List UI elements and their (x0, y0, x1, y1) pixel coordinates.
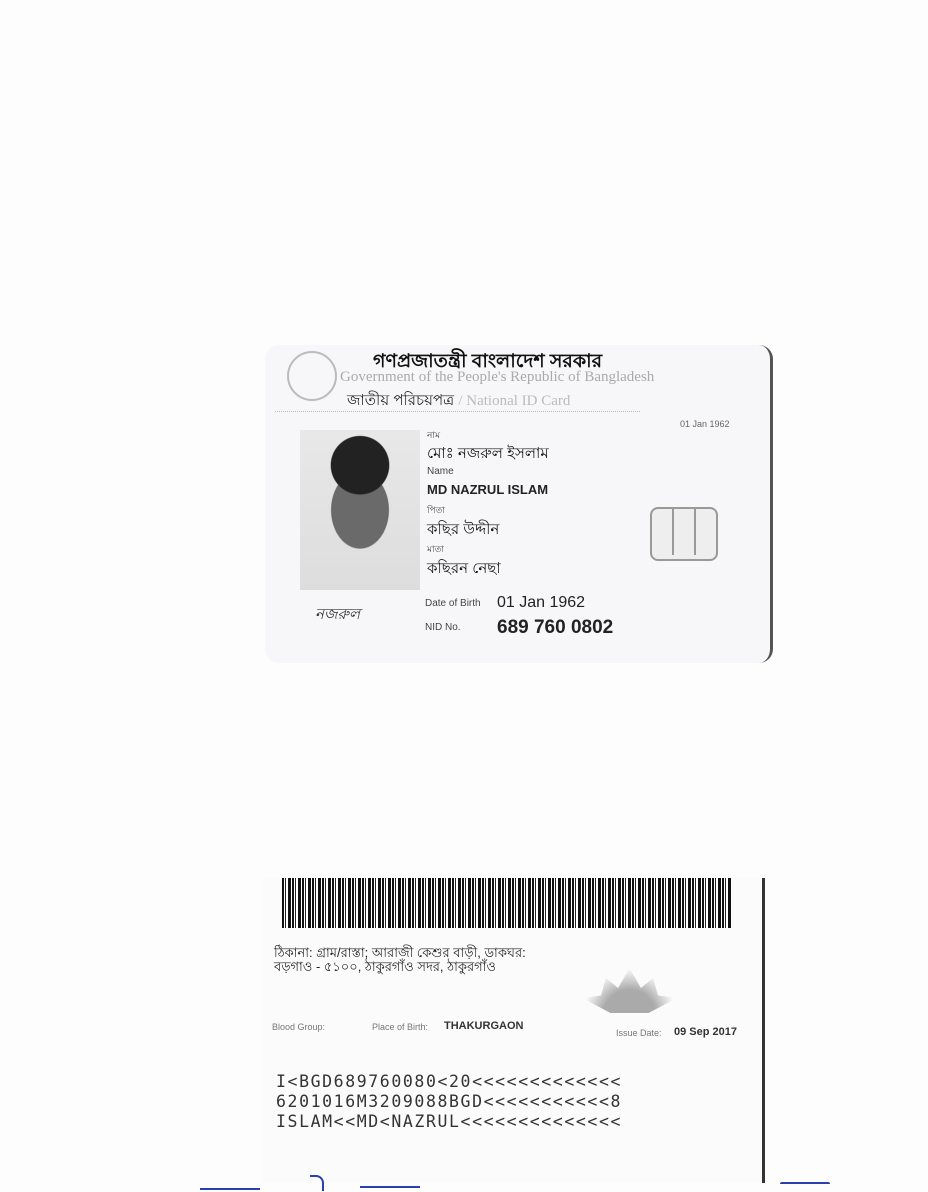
smart-chip-icon (650, 507, 718, 561)
nid-card-back (262, 878, 765, 1183)
issue-date-label: Issue Date: (616, 1028, 662, 1038)
place-of-birth-label: Place of Birth: (372, 1022, 429, 1032)
dob-value: 01 Jan 1962 (497, 594, 586, 611)
name-bn: মোঃ নজরুল ইসলাম (427, 445, 549, 462)
name-label: Name (427, 466, 454, 477)
handwriting-stroke (200, 1188, 260, 1190)
dob-label: Date of Birth (425, 598, 481, 609)
handwriting-stroke (310, 1175, 324, 1191)
mrz-line-2: 6201016M3209088BGD<<<<<<<<<<<8 (276, 1092, 623, 1111)
name-en: MD NAZRUL ISLAM (427, 482, 549, 497)
father-name: কছির উদ্দীন (427, 521, 500, 538)
handwriting-stroke (360, 1186, 420, 1188)
divider (275, 411, 640, 412)
blood-group-label: Blood Group: (272, 1022, 326, 1032)
mother-label: মাতা (427, 544, 444, 554)
handwriting-stroke (780, 1182, 830, 1184)
card-name-bengali: জাতীয় পরিচয়পত্র (347, 392, 455, 409)
father-label: পিতা (427, 505, 446, 515)
nid-label: NID No. (425, 622, 461, 633)
title-english: Government of the People's Republic of Bangladesh (340, 369, 655, 385)
mrz-line-1: I<BGD689760080<20<<<<<<<<<<<<< (276, 1072, 623, 1091)
address-line-1: ঠিকানা: গ্রাম/রাস্তা; আরাজী কেশুর বাড়ী, ডাকঘর: (274, 945, 526, 960)
government-seal-icon (287, 351, 337, 401)
mother-name: কছিরন নেছা (427, 560, 501, 577)
holder-photo (300, 430, 420, 590)
address (274, 946, 526, 974)
ghost-date: 01 Jan 1962 (680, 419, 730, 429)
barcode (282, 878, 732, 928)
card-name-english: / National ID Card (458, 393, 571, 409)
issue-date: 09 Sep 2017 (674, 1026, 737, 1038)
name-bn-label: নাম (427, 430, 440, 440)
water-lily-emblem-icon (582, 968, 677, 1018)
mrz-line-3: ISLAM<<MD<NAZRUL<<<<<<<<<<<<<< (276, 1112, 623, 1131)
signature: নজরুল (315, 606, 361, 623)
address-line-2: বড়গাও - ৫১০০, ঠাকুরগাঁও সদর, ঠাকুরগাঁও (274, 959, 496, 974)
place-of-birth: THAKURGAON (444, 1020, 524, 1032)
nid-card-front (265, 345, 773, 663)
nid-number: 689 760 0802 (497, 617, 614, 638)
title-bengali: গণপ্রজাতন্ত্রী বাংলাদেশ সরকার (373, 351, 603, 372)
